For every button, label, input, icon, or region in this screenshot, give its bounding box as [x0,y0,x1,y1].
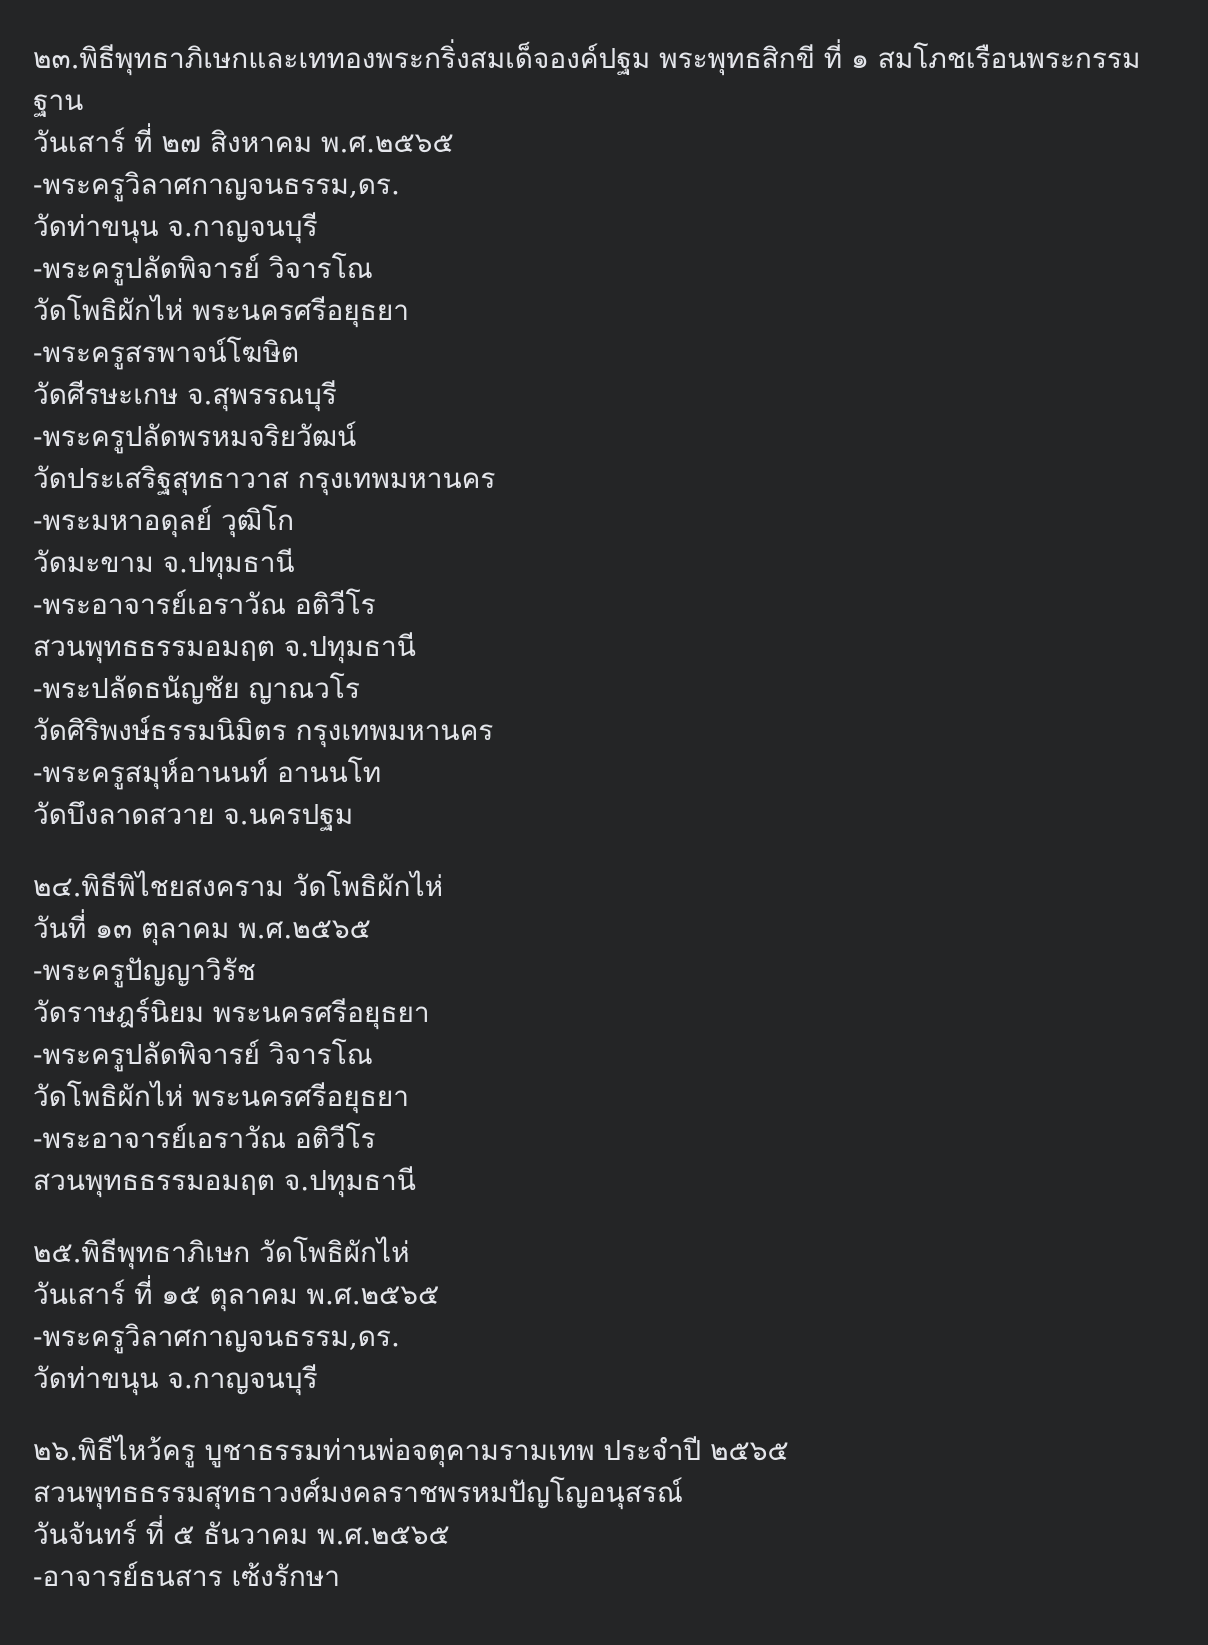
ceremony-date: วันจันทร์ ที่ ๕ ธันวาคม พ.ศ.๒๕๖๕ [33,1518,450,1551]
temple-name: วัดประเสริฐสุทธาวาส กรุงเทพมหานคร [33,462,496,495]
temple-name: วัดท่าขนุน จ.กาญจนบุรี [33,1362,318,1395]
temple-name: วัดศีรษะเกษ จ.สุพรรณบุรี [33,378,337,411]
monk-name: -พระครูปลัดพิจารย์ วิจารโณ [33,252,373,285]
monk-name: -พระครูปลัดพิจารย์ วิจารโณ [33,1038,373,1071]
monk-name: -พระครูสมุห์อานนท์ อานนโท [33,756,382,789]
monk-name: -พระครูวิลาศกาญจนธรรม,ดร. [33,168,400,201]
monk-name: -พระอาจารย์เอราวัณ อติวีโร [33,1122,376,1155]
ceremony-date: วันเสาร์ ที่ ๒๗ สิงหาคม พ.ศ.๒๕๖๕ [33,126,454,159]
monk-name: -พระครูวิลาศกาญจนธรรม,ดร. [33,1320,400,1353]
ceremony-title: ๒๕.พิธีพุทธาภิเษก วัดโพธิผักไห่ [33,1236,410,1269]
ceremony-25 [33,1232,1168,1400]
ceremony-date: วันที่ ๑๓ ตุลาคม พ.ศ.๒๕๖๕ [33,912,371,945]
monk-name: -พระมหาอดุลย์ วุฒิโก [33,504,295,537]
ceremony-23 [33,38,1168,836]
temple-name: วัดมะขาม จ.ปทุมธานี [33,546,295,579]
monk-name: -พระครูปลัดพรหมจริยวัฒน์ [33,420,357,453]
temple-name: สวนพุทธธรรมอมฤต จ.ปทุมธานี [33,630,416,663]
monk-name: -พระปลัดธนัญชัย ญาณวโร [33,672,360,705]
temple-name: สวนพุทธธรรมอมฤต จ.ปทุมธานี [33,1164,416,1197]
ceremony-date: วันเสาร์ ที่ ๑๕ ตุลาคม พ.ศ.๒๕๖๕ [33,1278,440,1311]
temple-name: วัดราษฎร์นิยม พระนครศรีอยุธยา [33,996,430,1029]
temple-name: วัดโพธิผักไห่ พระนครศรีอยุธยา [33,1080,409,1113]
ceremony-title: ๒๖.พิธีไหว้ครู บูชาธรรมท่านพ่อจตุคามรามเทพ ประจำปี ๒๕๖๕ [33,1434,789,1467]
temple-name: วัดศิริพงษ์ธรรมนิมิตร กรุงเทพมหานคร [33,714,494,747]
teacher-name: -อาจารย์ธนสาร เซ้งรักษา [33,1560,340,1593]
ceremony-title: ๒๓.พิธีพุทธาภิเษกและเททองพระกริ่งสมเด็จองค์ปฐม พระพุทธสิกขี ที่ ๑ สมโภชเรือนพระกรรมฐาน [33,42,1141,117]
temple-name: วัดโพธิผักไห่ พระนครศรีอยุธยา [33,294,409,327]
temple-name: วัดบึงลาดสวาย จ.นครปฐม [33,798,354,831]
monk-name: -พระอาจารย์เอราวัณ อติวีโร [33,588,376,621]
monk-name: -พระครูปัญญาวิรัช [33,954,256,987]
ceremony-venue: สวนพุทธธรรมสุทธาวงศ์มงคลราชพรหมปัญโญอนุสรณ์ [33,1476,683,1509]
temple-name: วัดท่าขนุน จ.กาญจนบุรี [33,210,318,243]
ceremony-26 [33,1430,1168,1598]
monk-name: -พระครูสรพาจน์โฆษิต [33,336,300,369]
ceremony-24 [33,866,1168,1202]
ceremony-title: ๒๔.พิธีพิไชยสงคราม วัดโพธิผักไห่ [33,870,444,903]
